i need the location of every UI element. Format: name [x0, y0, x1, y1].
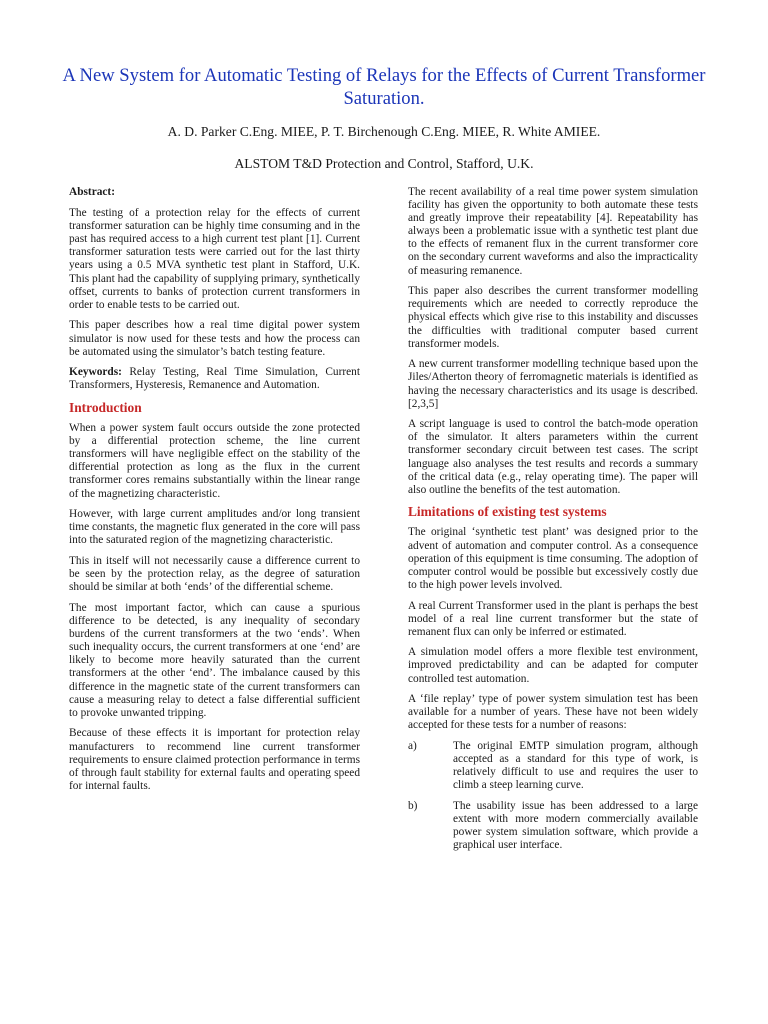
limitations-paragraph-1: The original ‘synthetic test plant’ was designed prior to the advent of automation and computer control. As a consequence operation of this equipment is time consuming. The adoption of computer control would be possible but excessively costly due to the high power levels involved.	[408, 526, 698, 591]
list-item-b-text: The usability issue has been addressed to a large extent with more modern commercially available power system simulation software, which provide a graphical user interface.	[453, 800, 698, 852]
list-item-a-text: The original EMTP simulation program, although accepted as a standard for this type of work, is relatively difficult to use and requires the user to climb a steep learning curve.	[453, 740, 698, 792]
paper-title: A New System for Automatic Testing of Relays for the Effects of Current Transformer Saturation.	[62, 65, 706, 109]
intro-paragraph-4: The most important factor, which can cause a spurious difference to be detected, is any inequality of secondary burdens of the current transformers at the two ‘ends’. When such inequality occurs, the current transformers at one ‘end’ are likely to become more heavily saturated than the current transformers at the other ‘end’. The imbalance caused by this difference in the magnetic state of the current transformers can cause a measuring relay to detect a false differential sufficient to provoke unwanted tripping.	[69, 602, 360, 719]
list-item-b	[408, 800, 698, 852]
keywords-paragraph	[69, 366, 360, 392]
list-item-b-label: b)	[408, 800, 418, 813]
intro-paragraph-5: Because of these effects it is important for protection relay manufacturers to recommend line current transformer requirements to ensure claimed protection performance in terms of through fault stability for external faults and operating speed for internal faults.	[69, 727, 360, 792]
limitations-heading: Limitations of existing test systems	[408, 504, 607, 520]
list-item-a	[408, 740, 698, 792]
intro-paragraph-1: When a power system fault occurs outside the zone protected by a differential protection scheme, the line current transformers will have negligible effect on the stability of the differential protection as long as the flux in the current transformer cores remains substantially within the linear range of the magnetizing characteristic.	[69, 422, 360, 500]
limitations-paragraph-2: A real Current Transformer used in the plant is perhaps the best model of a real line current transformer but the state of remanent flux can only be inferred or estimated.	[408, 599, 698, 638]
right-paragraph-3: A new current transformer modelling technique based upon the Jiles/Atherton theory of ferromagnetic materials is identified as having the necessary characteristics and its usage is described. [2,3,5]	[408, 358, 698, 410]
list-item-a-label: a)	[408, 740, 417, 753]
keywords-label: Keywords:	[69, 366, 122, 379]
affiliation: ALSTOM T&D Protection and Control, Stafford, U.K.	[234, 156, 534, 171]
right-paragraph-1: The recent availability of a real time power system simulation facility has given the opportunity to both automate these tests and greatly improve their repeatability [4]. Repeatability has always been a problematic issue with a synthetic test plant due to the effects of remanent flux in the current transformer core on the secondary current waveforms and also the impracticality of measuring remanence.	[408, 186, 698, 277]
intro-paragraph-3: This in itself will not necessarily cause a difference current to be seen by the protection relay, as the degree of saturation should be similar at both ‘ends’ of the differential scheme.	[69, 555, 360, 594]
limitations-paragraph-3: A simulation model offers a more flexible test environment, improved predictability and can be adapted for computer controlled test automation.	[408, 646, 698, 685]
limitations-paragraph-4: A ‘file replay’ type of power system simulation test has been available for a number of years. These have not been widely accepted for these tests for a number of reasons:	[408, 693, 698, 732]
right-column	[408, 186, 698, 860]
abstract-paragraph-2: This paper describes how a real time digital power system simulator is now used for these tests and how the process can be automated using the simulator’s batch testing feature.	[69, 319, 360, 358]
keywords-text: Relay Testing, Real Time Simulation, Current Transformers, Hysteresis, Remanence and Automation.	[69, 366, 360, 392]
abstract-paragraph-1: The testing of a protection relay for the effects of current transformer saturation can be highly time consuming and in the past has required access to a high current test plant [1]. Current transformer saturation tests were carried out for the last thirty years using a 0.5 MVA synthetic test plant in Stafford, U.K. This plant had the capability of supplying primary, synthetically offset, currents to banks of protection current transformers in order to enable tests to be carried out.	[69, 207, 360, 311]
intro-paragraph-2: However, with large current amplitudes and/or long transient time constants, the magnetic flux generated in the core will pass into the saturated region of the magnetizing characteristic.	[69, 508, 360, 547]
left-column	[69, 186, 360, 801]
right-paragraph-4: A script language is used to control the batch-mode operation of the simulator. It alters parameters within the current transformer secondary circuit between test cases. The script language also analyses the test results and records a summary of the critical data (e.g., relay operating time). The paper will also outline the benefits of the test automation.	[408, 418, 698, 496]
author-list: A. D. Parker C.Eng. MIEE, P. T. Birchenough C.Eng. MIEE, R. White AMIEE.	[167, 124, 601, 139]
right-paragraph-2: This paper also describes the current transformer modelling requirements which are needed to correctly reproduce the physical effects which give rise to this instability and discusses the difficulties with traditional computer based current transformer models.	[408, 285, 698, 350]
abstract-heading: Abstract:	[69, 186, 115, 198]
introduction-heading: Introduction	[69, 400, 142, 416]
